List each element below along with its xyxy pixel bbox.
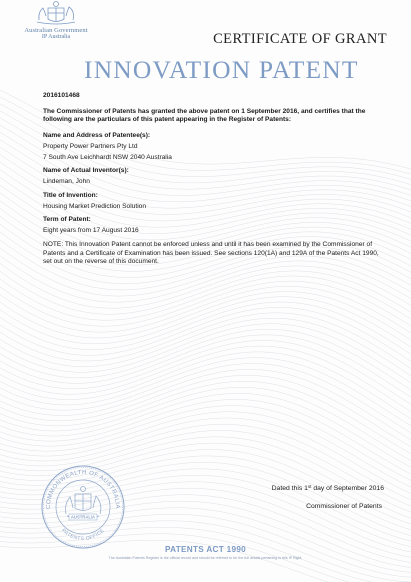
invention-title: Housing Market Prediction Solution (43, 202, 146, 210)
dated-line (272, 484, 384, 492)
seal-bottom-text: PATENTS OFFICE (60, 527, 106, 543)
term-label: Term of Patent: (43, 216, 91, 224)
inventor-label: Name of Actual Inventor(s): (43, 167, 129, 175)
certificate-title: CERTIFICATE OF GRANT (213, 31, 387, 47)
commissioner-title: Commissioner of Patents (306, 503, 382, 510)
agency-name: IP Australia (41, 34, 71, 40)
enforcement-note: NOTE: This Innovation Patent cannot be enforced unless and until it has been examined by the Commissioner of Patents and a Certificate of Examination has been issued. See sections 120(1A) and 129A of the Patents Act 1990, set out on the reverse of this document. (43, 241, 379, 265)
patent-particulars (43, 92, 381, 266)
patentee-name: Property Power Partners Pty Ltd (43, 142, 138, 150)
invention-title-label: Title of Invention: (43, 191, 98, 199)
coat-of-arms-icon (34, 0, 78, 26)
government-crest (12, 0, 100, 46)
patent-number: 2016101468 (43, 92, 80, 99)
grant-statement: The Commissioner of Patents has granted the above patent on 1 September 2016, and certifies that the following are the particulars of this patent appearing in the Register of Patents: (43, 108, 366, 124)
patents-act-title: PATENTS ACT 1990 (164, 545, 247, 554)
patentee-address: 7 South Ave Leichhardt NSW 2040 Australia (43, 154, 172, 162)
dated-ordinal: st (307, 484, 312, 489)
patents-office-seal (40, 464, 126, 550)
patentee-label: Name and Address of Patentee(s): (43, 131, 151, 139)
dated-prefix: Dated this 1 (271, 485, 308, 492)
term-value: Eight years from 17 August 2016 (43, 227, 139, 235)
register-footnote: The Australian Patents Register is the official record and should be referred to for the full details pertaining to this IP Right. (108, 556, 303, 560)
inventor-name: Lindeman, John (43, 178, 90, 186)
dated-suffix: day of September 2016 (311, 485, 384, 492)
government-name: Australian Government (24, 27, 88, 34)
seal-outer-text: COMMONWEALTH OF AUSTRALIA (45, 469, 121, 509)
seal-ribbon-text: AUSTRALIA (70, 514, 96, 520)
patent-type-heading: INNOVATION PATENT (84, 55, 359, 84)
